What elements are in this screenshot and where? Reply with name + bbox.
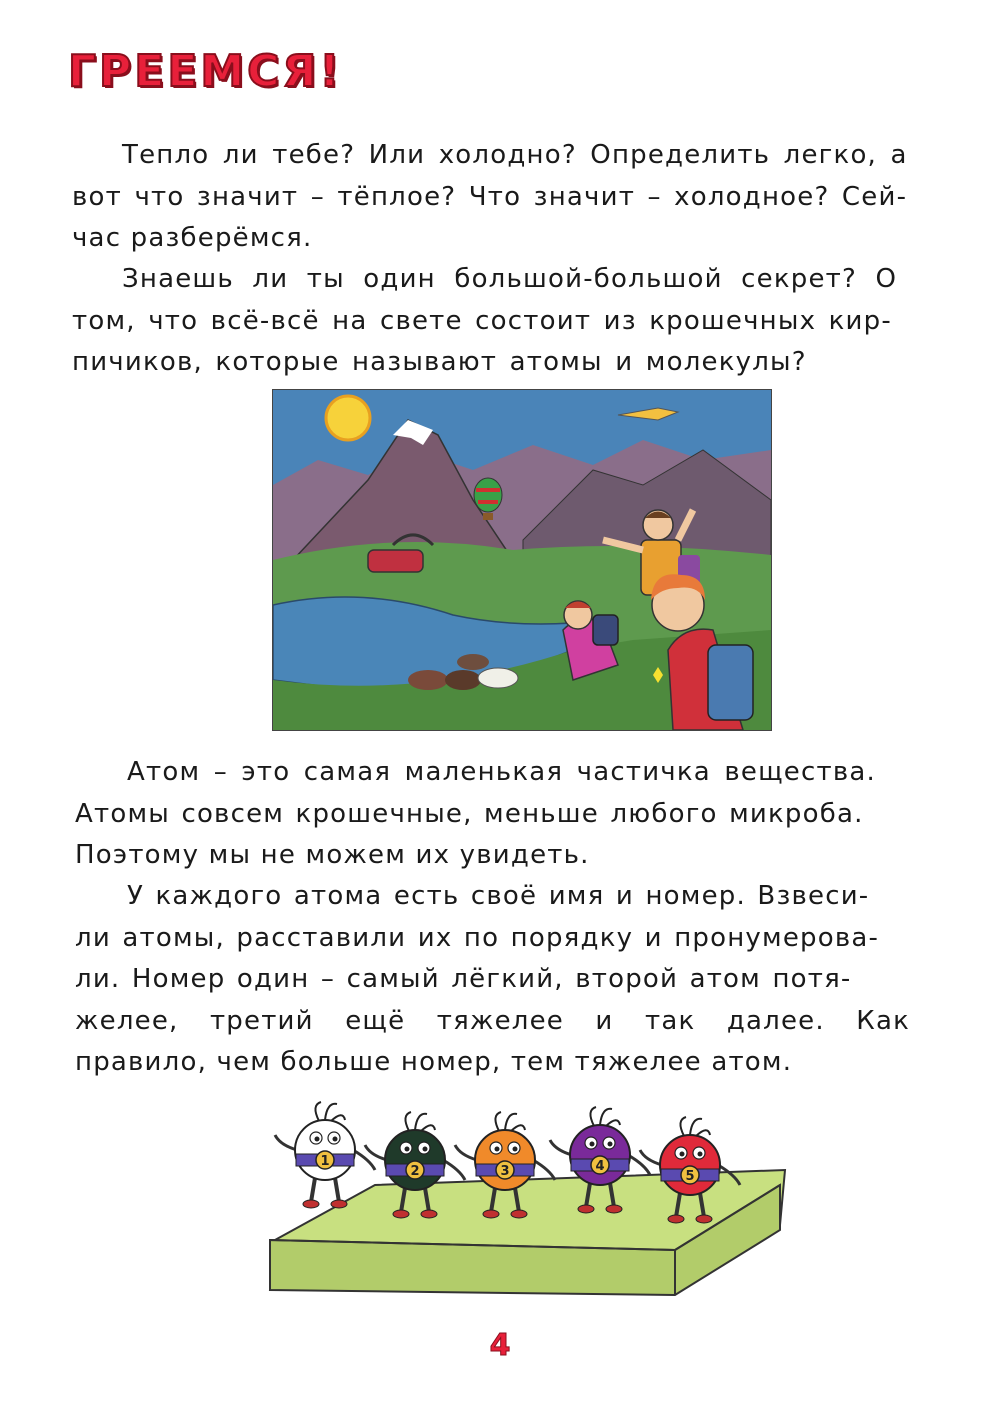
text-line: правило, чем больше номер, тем тяжелее атом. [75, 1047, 793, 1077]
paragraph-1 [72, 135, 944, 260]
text-line: Тепло ли тебе? Или холодно? Определить легко, а [122, 140, 908, 170]
text-line: том, что всё-всё на свете состоит из крошечных кир- [72, 305, 892, 336]
atom-number: 2 [410, 1164, 420, 1179]
paragraph-3 [75, 752, 944, 877]
atom-number: 5 [685, 1169, 695, 1184]
text-line: Поэтому мы не можем их увидеть. [75, 840, 590, 870]
text-line: вот что значит – тёплое? Что значит – холодное? Сей- [72, 181, 908, 212]
text-line: желее, третий ещё тяжелее и так далее. Как [75, 1005, 910, 1036]
text-line: У каждого атома есть своё имя и номер. Взвеси- [127, 881, 870, 911]
landscape-illustration [272, 389, 772, 731]
text-line: час разберёмся. [72, 223, 313, 253]
paragraph-2 [72, 259, 944, 384]
atom-character [275, 1102, 375, 1208]
text-line: ли атомы, расставили их по порядку и пронумерова- [75, 922, 880, 953]
paragraph-4 [75, 876, 944, 1084]
atom-number: 1 [320, 1154, 330, 1169]
atom-number: 4 [595, 1159, 605, 1174]
atoms-illustration [255, 1090, 790, 1315]
atom-number: 3 [500, 1164, 510, 1179]
text-line: Атом – это самая маленькая частичка вещества. [127, 757, 876, 787]
text-line: ли. Номер один – самый лёгкий, второй атом потя- [75, 964, 852, 994]
landscape-drawing [273, 390, 771, 730]
page-number: 4 [489, 1328, 511, 1363]
text-line: пичиков, которые называют атомы и молекулы? [72, 347, 807, 377]
text-line: Знаешь ли ты один большой-большой секрет? О [122, 264, 898, 294]
page-title: ГРЕЕМСЯ! [68, 46, 343, 97]
text-line: Атомы совсем крошечные, меньше любого микроба. [75, 798, 864, 829]
atoms-drawing [255, 1090, 790, 1315]
